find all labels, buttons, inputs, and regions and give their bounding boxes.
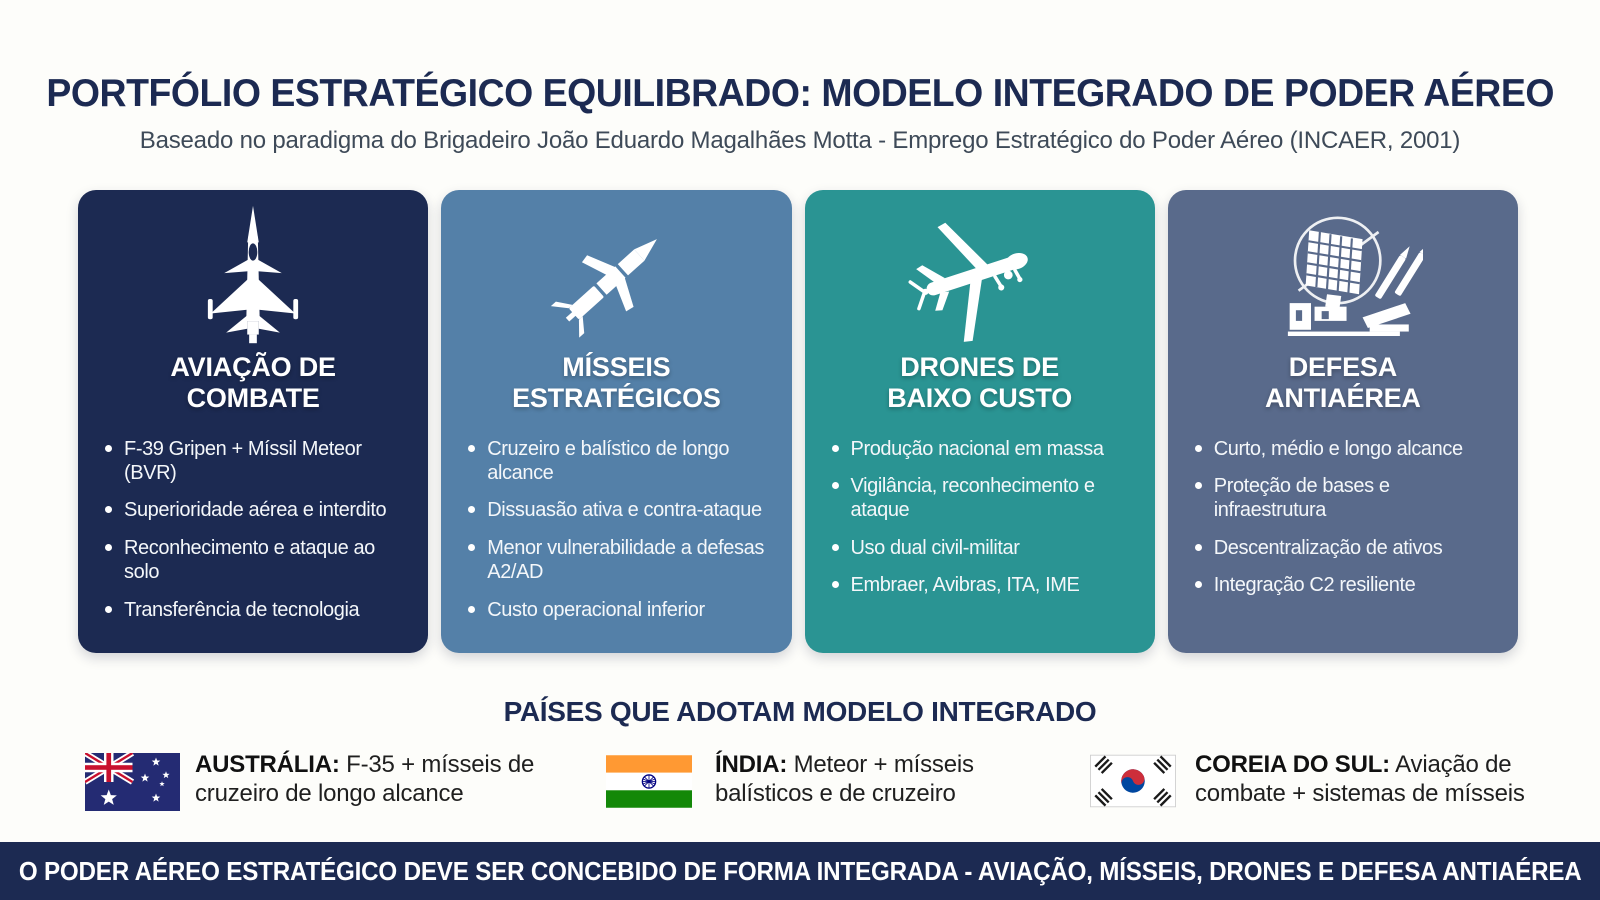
bullet-item: Embraer, Avibras, ITA, IME (831, 573, 1137, 597)
card-title: AVIAÇÃO DE COMBATE (170, 352, 336, 414)
bullet-item: Uso dual civil-militar (831, 536, 1137, 560)
card-title: DEFESA ANTIAÉREA (1265, 352, 1421, 414)
page-subtitle: Baseado no paradigma do Brigadeiro João Eduardo Magalhães Motta - Emprego Estratégico do Poder Aéreo (INCAER, 2001) (139, 127, 1461, 154)
card-bullet-list (805, 437, 1155, 611)
bullet-item: Integração C2 resiliente (1194, 573, 1500, 597)
south-korea-flag (1090, 753, 1176, 814)
australia-flag (85, 753, 180, 816)
card-misseis-estrategicos (441, 190, 791, 653)
bullet-item: Descentralização de ativos (1194, 536, 1500, 560)
bullet-item: Vigilância, reconhecimento e ataque (831, 474, 1137, 523)
bullet-item: Dissuasão ativa e contra-ataque (467, 498, 773, 522)
card-title: MÍSSEIS ESTRATÉGICOS (512, 352, 721, 414)
bullet-item: Cruzeiro e balístico de longo alcance (467, 437, 773, 486)
pillar-cards-row (78, 190, 1518, 653)
footer-banner (0, 842, 1600, 900)
country-australia (85, 750, 540, 808)
page-title: PORTFÓLIO ESTRATÉGICO EQUILIBRADO: MODELO INTEGRADO DE PODER AÉREO (46, 72, 1554, 115)
india-flag (606, 753, 692, 815)
card-bullet-list (78, 437, 428, 635)
card-bullet-list (1168, 437, 1518, 611)
bullet-item: Transferência de tecnologia (104, 598, 410, 622)
country-text: ÍNDIA: Meteor + mísseis balísticos e de cruzeiro (715, 751, 974, 807)
cruise-missile-icon (441, 190, 791, 348)
fighter-jet-icon (78, 190, 428, 348)
bullet-item: Menor vulnerabilidade a defesas A2/AD (467, 536, 773, 585)
country-south-korea (1090, 750, 1545, 808)
card-aviacao-de-combate (78, 190, 428, 653)
country-india (606, 750, 985, 808)
bullet-item: Reconhecimento e ataque ao solo (104, 536, 410, 585)
air-defense-radar-icon (1168, 190, 1518, 348)
country-text: COREIA DO SUL: Aviação de combate + sistemas de mísseis (1195, 751, 1525, 807)
bullet-item: Proteção de bases e infraestrutura (1194, 474, 1500, 523)
drone-icon (805, 190, 1155, 348)
card-bullet-list (441, 437, 791, 635)
footer-text: O PODER AÉREO ESTRATÉGICO DEVE SER CONCEBIDO DE FORMA INTEGRADA - AVIAÇÃO, MÍSSEIS, DRONES E DEFESA ANTIAÉREA (18, 855, 1582, 886)
bullet-item: Curto, médio e longo alcance (1194, 437, 1500, 461)
bullet-item: Superioridade aérea e interdito (104, 498, 410, 522)
bullet-item: Produção nacional em massa (831, 437, 1137, 461)
country-text: AUSTRÁLIA: F-35 + mísseis de cruzeiro de longo alcance (195, 751, 535, 807)
bullet-item: F-39 Gripen + Míssil Meteor (BVR) (104, 437, 410, 486)
card-defesa-antiaerea (1168, 190, 1518, 653)
countries-heading: PAÍSES QUE ADOTAM MODELO INTEGRADO (503, 696, 1097, 727)
card-drones-baixo-custo (805, 190, 1155, 653)
bullet-item: Custo operacional inferior (467, 598, 773, 622)
card-title: DRONES DE BAIXO CUSTO (887, 352, 1073, 414)
